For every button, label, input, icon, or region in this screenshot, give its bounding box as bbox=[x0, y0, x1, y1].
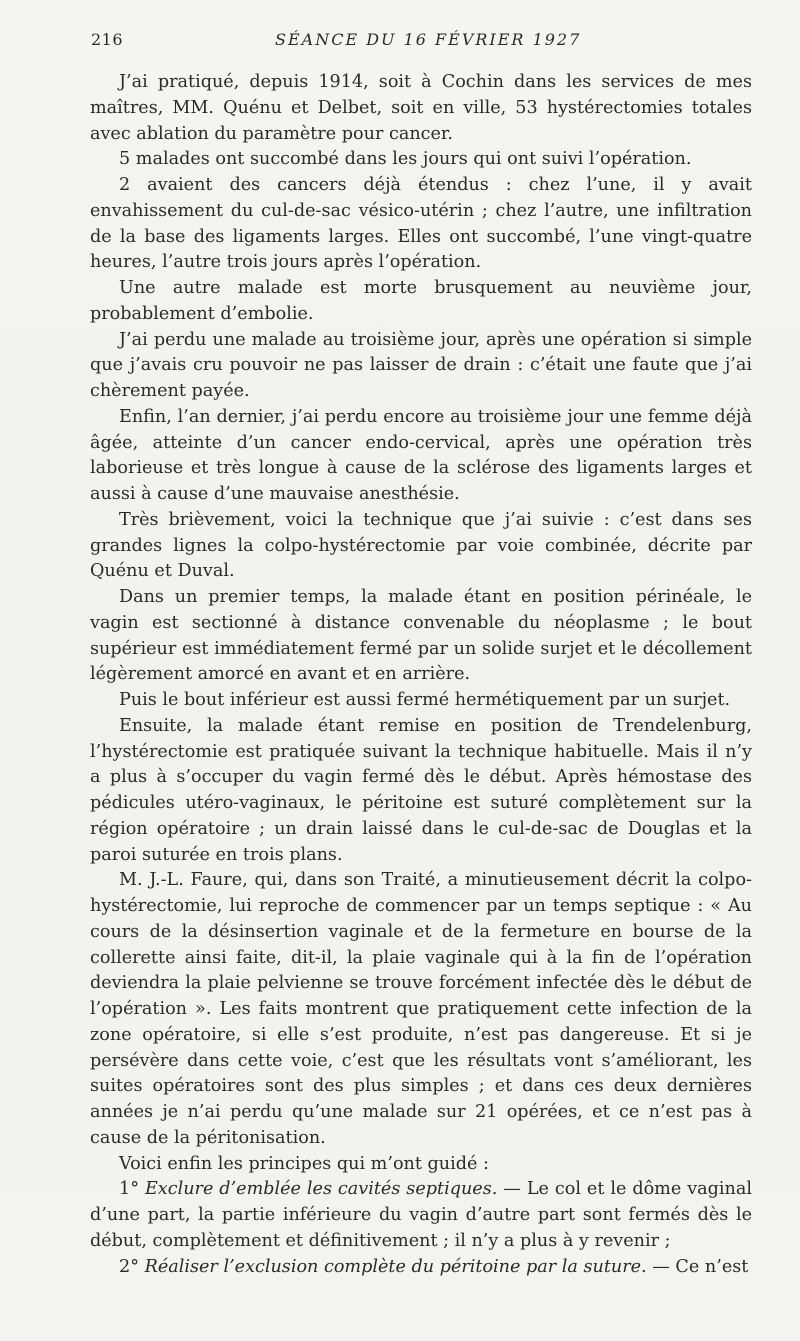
body-text bbox=[90, 70, 752, 1280]
principle-1 bbox=[90, 1177, 752, 1254]
principle-number: 1° bbox=[119, 1179, 139, 1200]
paragraph: Très brièvement, voici la technique que j’ai suivie : c’est dans ses grandes lignes la colpo-hystérectomie par voie combinée, décrite par Quénu et Duval. bbox=[90, 509, 752, 582]
page-header bbox=[0, 30, 800, 54]
paragraph: Voici enfin les principes qui m’ont guidé : bbox=[119, 1153, 489, 1174]
paragraph: J’ai pratiqué, depuis 1914, soit à Cochin dans les services de mes maîtres, MM. Quénu et Delbet, soit en ville, 53 hystérectomies totales avec ablation du paramètre pour cancer. bbox=[90, 72, 752, 144]
principle-2 bbox=[90, 1255, 752, 1281]
paragraph: Dans un premier temps, la malade étant en position périnéale, le vagin est sectionné à distance convenable du néoplasme ; le bout supérieur est immédiatement fermé par un solide surjet et le décollement légèrement amorcé en avant et en arrière. bbox=[90, 587, 752, 685]
running-title: SÉANCE DU 16 FÉVRIER 1927 bbox=[275, 30, 582, 49]
principle-title: Exclure d’emblée les cavités septiques. bbox=[144, 1179, 498, 1200]
paragraph: Ensuite, la malade étant remise en position de Trendelenburg, l’hystérectomie est pratiquée suivant la technique habituelle. Mais il n’y a plus à s’occuper du vagin fermé dès le début. Après hémostase des pédicules utéro-vaginaux, le péritoine est suturé complètement sur la région opératoire ; un drain laissé dans le cul-de-sac de Douglas et la paroi suturée en trois plans. bbox=[90, 715, 752, 865]
principle-title: Réaliser l’exclusion complète du péritoine par la suture. bbox=[144, 1256, 647, 1277]
principle-text: — Le col et le dôme vaginal d’une part, la partie inférieure du vagin d’autre part sont fermés dès le début, complètement et définitivement ; il n’y a plus à y revenir ; bbox=[90, 1179, 752, 1251]
paragraph: 5 malades ont succombé dans les jours qui ont suivi l’opération. bbox=[119, 149, 692, 170]
paragraph: J’ai perdu une malade au troisième jour, après une opération si simple que j’avais cru pouvoir ne pas laisser de drain : c’était une faute que j’ai chèrement payée. bbox=[90, 329, 752, 401]
paragraph: 2 avaient des cancers déjà étendus : chez l’une, il y avait envahissement du cul-de-sac vésico-utérin ; chez l’autre, une infiltration de la base des ligaments larges. Elles ont succombé, l’une vingt-quatre heures, l’autre trois jours après l’opération. bbox=[90, 175, 752, 273]
page-number: 216 bbox=[91, 30, 124, 49]
principle-number: 2° bbox=[119, 1256, 139, 1277]
paragraph: Puis le bout inférieur est aussi fermé hermétiquement par un surjet. bbox=[119, 690, 731, 710]
paragraph: Une autre malade est morte brusquement au neuvième jour, probablement d’embolie. bbox=[90, 278, 752, 324]
paragraph: Enfin, l’an dernier, j’ai perdu encore au troisième jour une femme déjà âgée, atteinte d’un cancer endo-cervical, après une opération très laborieuse et très longue à cause de la sclérose des ligaments larges et aussi à cause d’une mauvaise anesthésie. bbox=[90, 406, 752, 504]
principle-text: — Ce n’est bbox=[646, 1256, 749, 1277]
paragraph: M. J.-L. Faure, qui, dans son Traité, a minutieusement décrit la colpo-hystérectomie, lui reproche de commencer par un temps septique : « Au cours de la désinsertion vaginale et de la fermeture en bourse de la collerette ainsi faite, dit-il, la plaie vaginale qui à la fin de l’opération deviendra la plaie pelvienne se trouve forcément infectée dès le début de l’opération ». Les faits montrent que pratiquement cette infection de la zone opératoire, si elle s’est produite, n’est pas dangereuse. Et si je persévère dans cette voie, c’est que les résultats vont s’améliorant, les suites opératoires sont des plus simples ; et dans ces deux dernières années je n’ai perdu qu’une malade sur 21 opérées, et ce n’est pas à cause de la péritonisation. bbox=[90, 870, 752, 1148]
